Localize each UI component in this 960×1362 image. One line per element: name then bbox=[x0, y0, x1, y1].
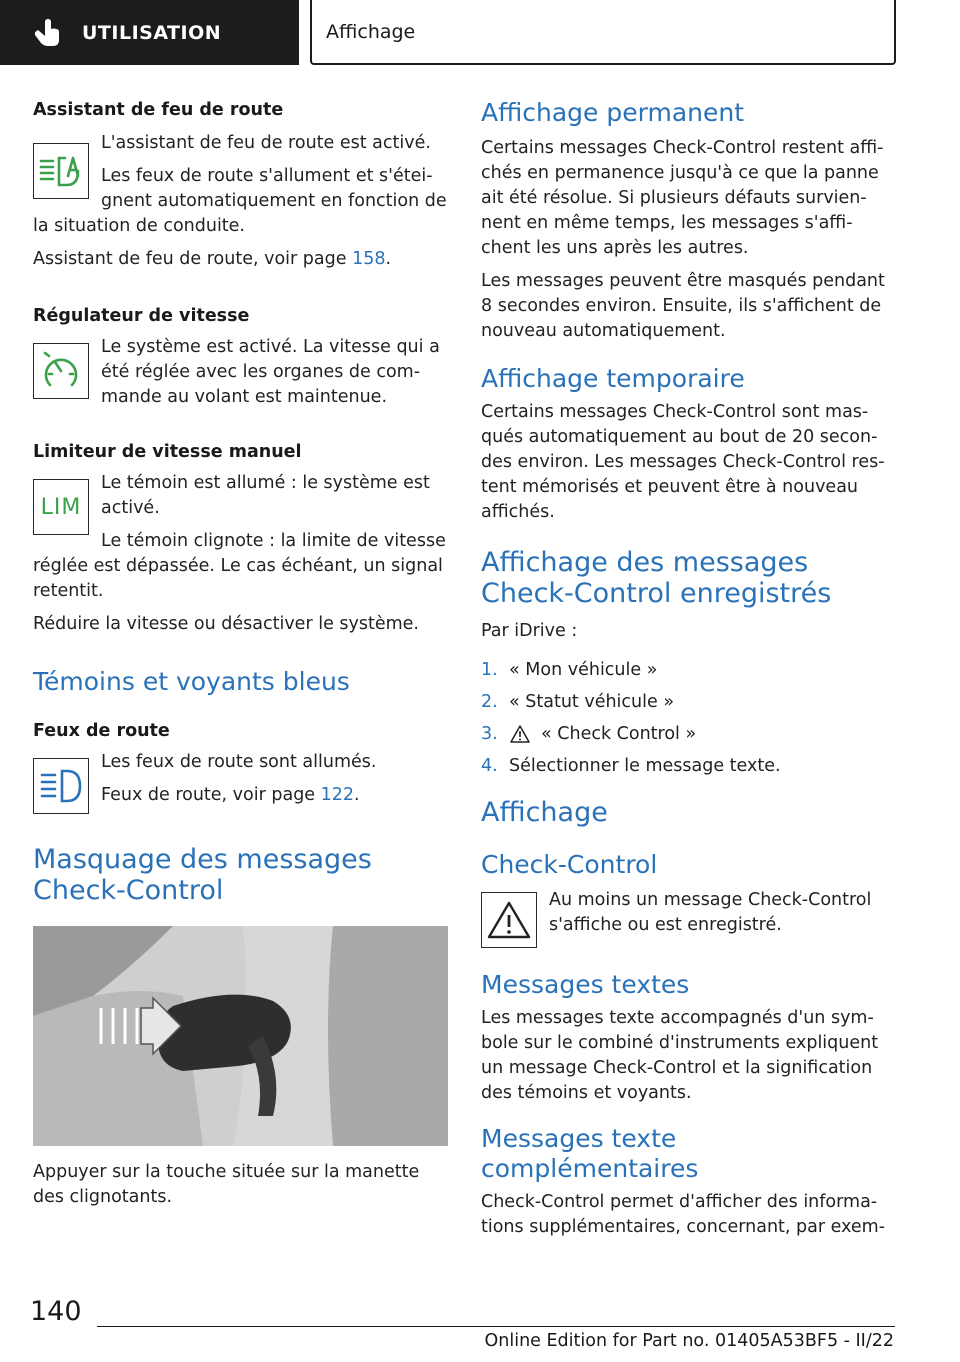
check-control-heading: Check-Control bbox=[481, 850, 658, 879]
high-beam-p1: Les feux de route sont allumés. bbox=[101, 752, 377, 772]
permanent-display-heading: Affichage permanent bbox=[481, 98, 745, 127]
speed-limiter-icon bbox=[33, 479, 89, 535]
speed-limiter-p3: Réduire la vitesse ou désactiver le système. bbox=[33, 614, 419, 634]
temporary-display-p1: Certains messages Check-Control sont mas-qués automatiquement au bout de 20 secon-des environ. Les messages Check-Control res-tent mémorisés et peuvent être à nouveau affichés. bbox=[481, 402, 885, 522]
step-text: Sélectionner le message texte. bbox=[509, 756, 781, 776]
page-link-158[interactable]: 158 bbox=[352, 249, 386, 269]
ref-text: Assistant de feu de route, voir page bbox=[33, 249, 353, 269]
additional-messages-heading: Messages texte complémentaires bbox=[481, 1124, 699, 1183]
text-messages-heading: Messages textes bbox=[481, 970, 690, 999]
warning-triangle-icon bbox=[509, 724, 531, 744]
hand-pointer-icon bbox=[32, 16, 66, 50]
idrive-label: Par iDrive : bbox=[481, 621, 578, 641]
cruise-control-title: Régulateur de vitesse bbox=[33, 306, 250, 326]
steps-list bbox=[481, 658, 895, 779]
text-messages-p1: Les messages texte accompagnés d'un sym-bole sur le combiné d'instruments expliquent un message Check-Control et la signification des témoins et voyants. bbox=[481, 1008, 879, 1103]
right-column bbox=[481, 98, 895, 1240]
speed-limiter-p2: Le témoin clignote : la limite de vitesse réglée est dépassée. Le cas échéant, un signal retentit. bbox=[33, 531, 446, 601]
ref-text: Feux de route, voir page bbox=[101, 785, 321, 805]
step-4 bbox=[481, 754, 895, 779]
display-heading: Affichage bbox=[481, 797, 608, 828]
additional-messages-p1: Check-Control permet d'afficher des informa-tions supplémentaires, concernant, par exem- bbox=[481, 1192, 886, 1237]
cruise-control-p1: Le système est activé. La vitesse qui a été réglée avec les organes de com-mande au volant est maintenue. bbox=[101, 337, 440, 407]
temporary-display-heading: Affichage temporaire bbox=[481, 364, 745, 393]
lim-icon-text: LIM bbox=[40, 494, 82, 520]
step-number: 4. bbox=[481, 756, 498, 776]
speed-limiter-title: Limiteur de vitesse manuel bbox=[33, 442, 302, 462]
left-column bbox=[33, 98, 448, 1210]
photo-caption: Appuyer sur la touche située sur la manette des clignotants. bbox=[33, 1162, 420, 1207]
ref-end: . bbox=[385, 249, 392, 269]
step-text: « Check Control » bbox=[541, 724, 697, 744]
step-number: 1. bbox=[481, 660, 498, 680]
high-beam-title: Feux de route bbox=[33, 721, 170, 741]
page-number: 140 bbox=[30, 1296, 82, 1327]
section-tab bbox=[0, 0, 299, 65]
speed-limiter-p1: Le témoin est allumé : le système est activé. bbox=[101, 473, 430, 518]
step-number: 3. bbox=[481, 724, 498, 744]
check-control-icon bbox=[481, 892, 537, 948]
high-beam-assistant-title: Assistant de feu de route bbox=[33, 100, 284, 120]
step-text: « Statut véhicule » bbox=[509, 692, 675, 712]
chapter-label: Affichage bbox=[326, 20, 416, 43]
page-link-122[interactable]: 122 bbox=[320, 785, 355, 805]
ref-end: . bbox=[354, 785, 360, 805]
step-2 bbox=[481, 690, 895, 715]
high-beam-assistant-icon bbox=[33, 143, 89, 199]
high-beam-assistant-p2: Les feux de route s'allument et s'étei-gnent automatiquement en fonction de la situation de conduite. bbox=[33, 166, 447, 236]
permanent-display-p2: Les messages peuvent être masqués pendant 8 secondes environ. Ensuite, ils s'affichent de nouveau automatiquement. bbox=[481, 271, 885, 341]
section-label: UTILISATION bbox=[82, 21, 222, 44]
cruise-control-icon bbox=[33, 343, 89, 399]
high-beam-assistant-ref bbox=[33, 247, 448, 272]
step-3 bbox=[481, 722, 895, 747]
permanent-display-p1: Certains messages Check-Control restent affi-chés en permanence jusqu'à ce que la panne ait été résolue. Si plusieurs défauts survien-nent en même temps, les messages s'affi-chent les uns après les autres. bbox=[481, 138, 884, 258]
high-beam-icon bbox=[33, 758, 89, 814]
step-text: « Mon véhicule » bbox=[509, 660, 658, 680]
check-control-p1: Au moins un message Check-Control s'affiche ou est enregistré. bbox=[549, 890, 872, 935]
mask-heading: Masquage des messages Check-Control bbox=[33, 844, 372, 906]
high-beam-ref bbox=[33, 783, 448, 808]
step-number: 2. bbox=[481, 692, 498, 712]
turn-signal-lever-photo bbox=[33, 926, 448, 1146]
step-1 bbox=[481, 658, 895, 683]
lever-illustration bbox=[33, 926, 448, 1146]
blue-indicators-heading: Témoins et voyants bleus bbox=[33, 667, 350, 696]
footer-divider bbox=[97, 1326, 895, 1327]
chapter-tab bbox=[310, 0, 896, 65]
high-beam-assistant-p1: L'assistant de feu de route est activé. bbox=[101, 133, 431, 153]
edition-label: Online Edition for Part no. 01405A53BF5 - II/22 bbox=[484, 1331, 894, 1351]
stored-messages-heading: Affichage des messages Check-Control enregistrés bbox=[481, 547, 832, 609]
